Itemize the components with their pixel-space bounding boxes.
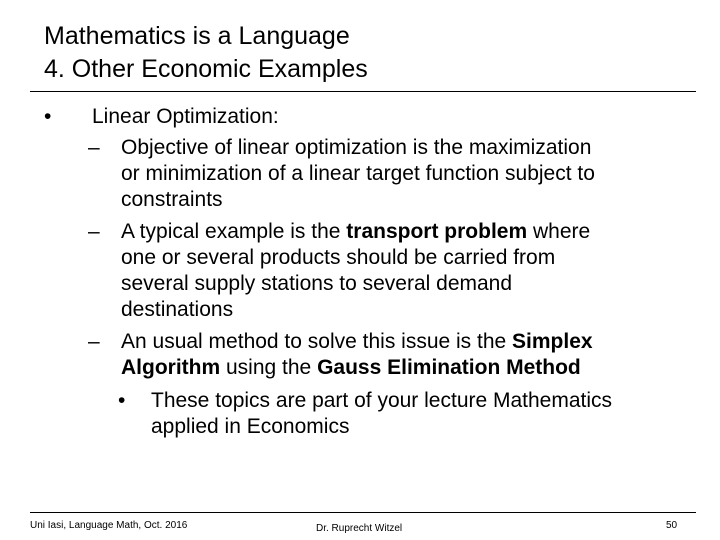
gauss-elimination-term: Gauss Elimination Method xyxy=(317,356,581,379)
dash-icon: – xyxy=(88,220,100,243)
footer-divider xyxy=(30,512,696,513)
sub-bullet-icon: • xyxy=(118,389,126,412)
page-number: 50 xyxy=(666,520,678,531)
item2-line4: destinations xyxy=(121,298,234,321)
item1-line2: or minimization of a linear target function subject to xyxy=(121,162,595,185)
dash-icon: – xyxy=(88,330,100,353)
footer-author: Dr. Ruprecht Witzel xyxy=(316,523,403,534)
title-line-2: 4. Other Economic Examples xyxy=(44,55,368,83)
sub-line2: applied in Economics xyxy=(151,415,350,438)
algorithm-term: Algorithm xyxy=(121,356,221,379)
bullet-icon: • xyxy=(44,105,52,128)
simplex-term: Simplex xyxy=(512,330,593,353)
item1-line3: constraints xyxy=(121,188,223,211)
item2-line1-text: A typical example is the xyxy=(121,220,347,243)
item3-line1 xyxy=(121,329,593,355)
footer-left: Uni Iasi, Language Math, Oct. 2016 xyxy=(30,520,188,531)
slide-title xyxy=(44,20,684,86)
transport-problem-term: transport problem xyxy=(346,220,528,243)
dash-icon: – xyxy=(88,136,100,159)
item1-line1: Objective of linear optimization is the maximization xyxy=(121,136,592,159)
title-line-1: Mathematics is a Language xyxy=(44,22,350,50)
item3-line2-text: using the xyxy=(220,356,318,379)
item2-line2: one or several products should be carried from xyxy=(121,246,556,269)
title-divider xyxy=(30,91,696,92)
item3-line2 xyxy=(121,355,581,381)
item3-line1-text: An usual method to solve this issue is the xyxy=(121,330,513,353)
sub-line1: These topics are part of your lecture Mathematics xyxy=(151,389,613,412)
item2-line1 xyxy=(121,219,590,245)
item2-line3: several supply stations to several demand xyxy=(121,272,513,295)
topic-heading: Linear Optimization: xyxy=(92,105,279,128)
item2-line1-tail: where xyxy=(527,220,591,243)
